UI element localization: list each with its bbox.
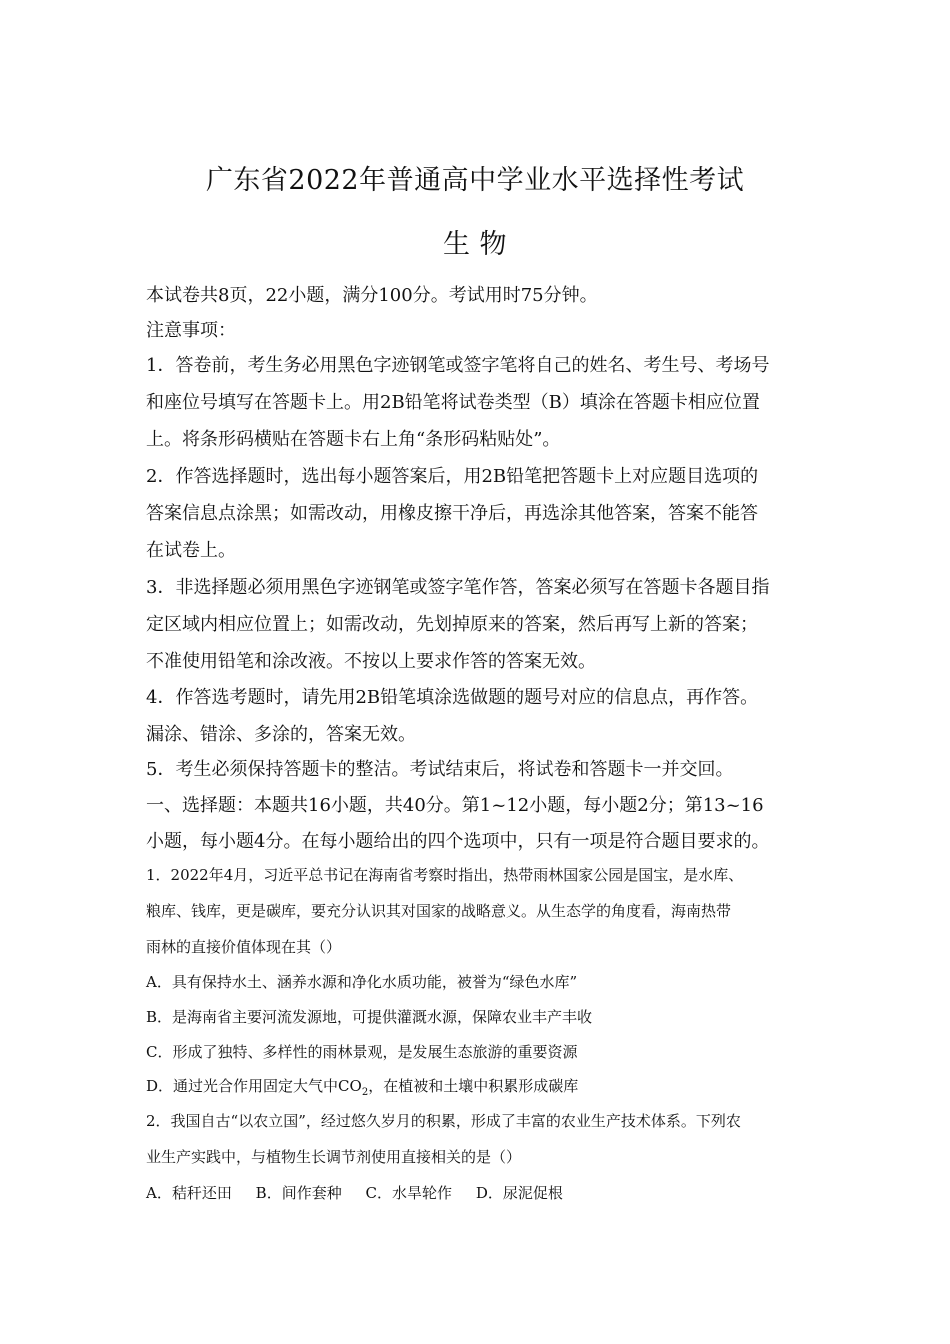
notice-line: 1．答卷前，考生务必用黑色字迹钢笔或签字笔将自己的姓名、考生号、考场号 (146, 355, 770, 376)
subject-title: 生 物 (442, 229, 508, 260)
notice-heading: 注意事项： (146, 320, 236, 341)
notice-line: 定区域内相应位置上；如需改动，先划掉原来的答案，然后再写上新的答案； (146, 614, 758, 635)
notice-line: 和座位号填写在答题卡上。用2B铅笔将试卷类型（B）填涂在答题卡相应位置 (146, 392, 760, 413)
notice-line: 上。将条形码横贴在答题卡右上角“条形码粘贴处”。 (146, 429, 561, 450)
q2-options: A．秸秆还田 B．间作套种 C．水旱轮作 D．尿泥促根 (146, 1184, 563, 1202)
notice-line: 不准使用铅笔和涂改液。不按以上要求作答的答案无效。 (146, 651, 596, 672)
q2-stem: 业生产实践中，与植物生长调节剂使用直接相关的是（） (146, 1148, 522, 1166)
notice-line: 4．作答选考题时，请先用2B铅笔填涂选做题的题号对应的信息点，再作答。 (146, 687, 759, 708)
q1-option-c: C．形成了独特、多样性的雨林景观，是发展生态旅游的重要资源 (146, 1043, 578, 1061)
notice-line: 答案信息点涂黑；如需改动，用橡皮擦干净后，再选涂其他答案，答案不能答 (146, 503, 758, 524)
exam-title: 广东省2022年普通高中学业水平选择性考试 (205, 165, 745, 196)
exam-summary: 本试卷共8页，22小题，满分100分。考试用时75分钟。 (146, 285, 598, 306)
notice-line: 在试卷上。 (146, 540, 236, 561)
q1-option-a: A．具有保持水土、涵养水源和净化水质功能，被誉为“绿色水库” (146, 973, 578, 991)
q2-stem: 2．我国自古“以农立国”，经过悠久岁月的积累，形成了丰富的农业生产技术体系。下列农 (146, 1112, 741, 1130)
notice-line: 5．考生必须保持答题卡的整洁。考试结束后，将试卷和答题卡一并交回。 (146, 759, 734, 780)
section-heading: 小题，每小题4分。在每小题给出的四个选项中，只有一项是符合题目要求的。 (146, 831, 770, 852)
notice-line: 3．非选择题必须用黑色字迹钢笔或签字笔作答，答案必须写在答题卡各题目指 (146, 577, 770, 598)
q1-stem: 雨林的直接价值体现在其（） (146, 938, 342, 956)
co2-subscript: 2 (361, 1087, 369, 1098)
q1-stem: 1．2022年4月，习近平总书记在海南省考察时指出，热带雨林国家公园是国宝，是水库、 (146, 866, 744, 884)
q1-option-d-suffix: ，在植被和土壤中积累形成碳库 (368, 1077, 579, 1095)
notice-line: 2．作答选择题时，选出每小题答案后，用2B铅笔把答题卡上对应题目选项的 (146, 466, 759, 487)
q1-option-d (146, 1075, 578, 1098)
section-heading: 一、选择题：本题共16小题，共40分。第1~12小题，每小题2分；第13~16 (146, 795, 764, 816)
q1-option-b: B．是海南省主要河流发源地，可提供灌溉水源，保障农业丰产丰收 (146, 1008, 593, 1026)
notice-line: 漏涂、错涂、多涂的，答案无效。 (146, 724, 416, 745)
q1-stem: 粮库、钱库，更是碳库，要充分认识其对国家的战略意义。从生态学的角度看，海南热带 (146, 902, 732, 920)
q1-option-d-prefix: D．通过光合作用固定大气中CO (146, 1077, 362, 1095)
